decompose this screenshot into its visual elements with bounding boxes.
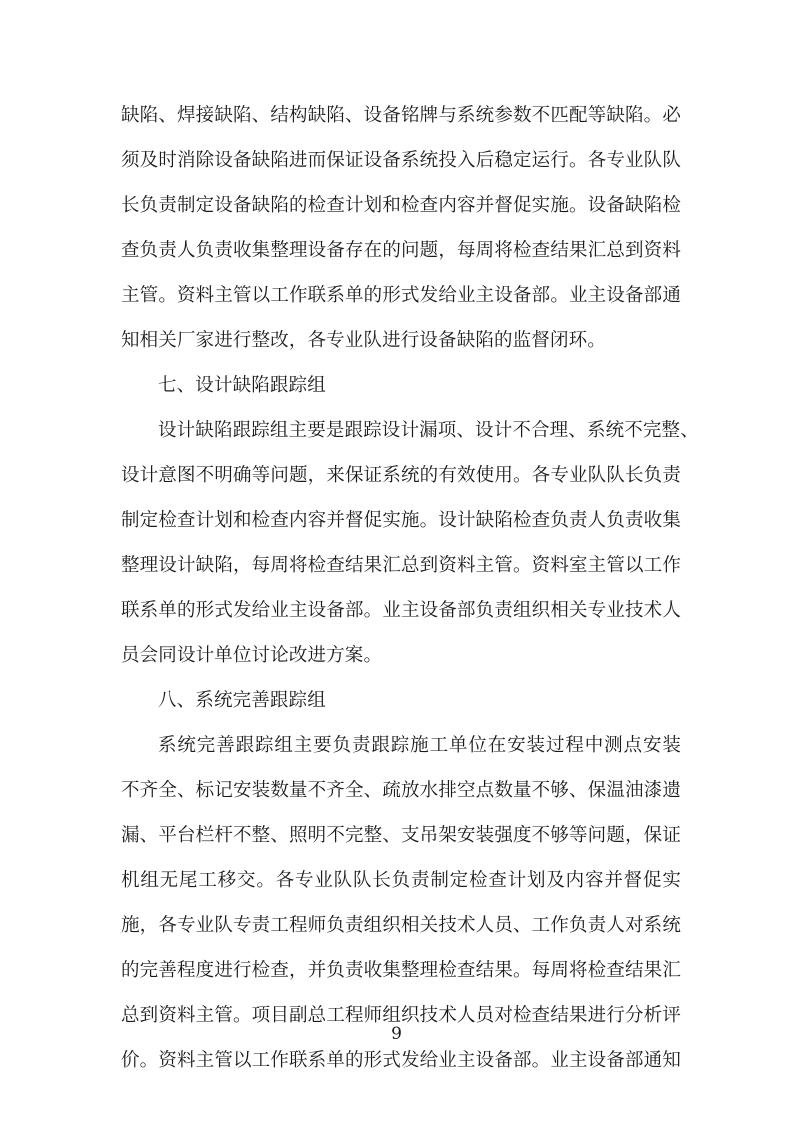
body-text-line: 的完善程度进行检查，并负责收集整理检查结果。每周将检查结果汇 [121, 960, 681, 981]
body-text-line: 主管。资料主管以工作联系单的形式发给业主设备部。业主设备部通 [121, 285, 681, 306]
body-text-line: 漏、平台栏杆不整、照明不完整、支吊架安装强度不够等问题，保证 [121, 825, 681, 846]
body-text-line: 设计缺陷跟踪组主要是跟踪设计漏项、设计不合理、系统不完整、 [158, 420, 699, 441]
body-text-line: 员会同设计单位讨论改进方案。 [121, 645, 383, 666]
section-heading: 八、系统完善跟踪组 [158, 690, 326, 711]
page-number: 9 [391, 1024, 402, 1044]
body-text-line: 施，各专业队专责工程师负责组织相关技术人员、工作负责人对系统 [121, 915, 681, 936]
body-text-line: 整理设计缺陷，每周将检查结果汇总到资料主管。资料室主管以工作 [121, 555, 681, 576]
body-text-line: 缺陷、焊接缺陷、结构缺陷、设备铭牌与系统参数不匹配等缺陷。必 [121, 105, 681, 126]
body-text-line: 查负责人负责收集整理设备存在的问题，每周将检查结果汇总到资料 [121, 240, 681, 261]
body-text-line: 长负责制定设备缺陷的检查计划和检查内容并督促实施。设备缺陷检 [121, 195, 681, 216]
body-text-line: 系统完善跟踪组主要负责跟踪施工单位在安装过程中测点安装 [158, 735, 681, 756]
body-text-line: 设计意图不明确等问题，来保证系统的有效使用。各专业队队长负责 [121, 465, 681, 486]
section-heading: 七、设计缺陷跟踪组 [158, 375, 326, 396]
body-text-line: 知相关厂家进行整改，各专业队进行设备缺陷的监督闭环。 [121, 330, 606, 351]
body-text-line: 制定检查计划和检查内容并督促实施。设计缺陷检查负责人负责收集 [121, 510, 681, 531]
body-text-line: 不齐全、标记安装数量不齐全、疏放水排空点数量不够、保温油漆遗 [121, 780, 681, 801]
body-text-line: 机组无尾工移交。各专业队队长负责制定检查计划及内容并督促实 [121, 870, 681, 891]
body-text-line: 联系单的形式发给业主设备部。业主设备部负责组织相关专业技术人 [121, 600, 681, 621]
body-text-line: 须及时消除设备缺陷进而保证设备系统投入后稳定运行。各专业队队 [121, 150, 681, 171]
body-text-line: 价。资料主管以工作联系单的形式发给业主设备部。业主设备部通知 [121, 1050, 681, 1071]
body-text-line: 总到资料主管。项目副总工程师组织技术人员对检查结果进行分析评 [121, 1005, 681, 1026]
